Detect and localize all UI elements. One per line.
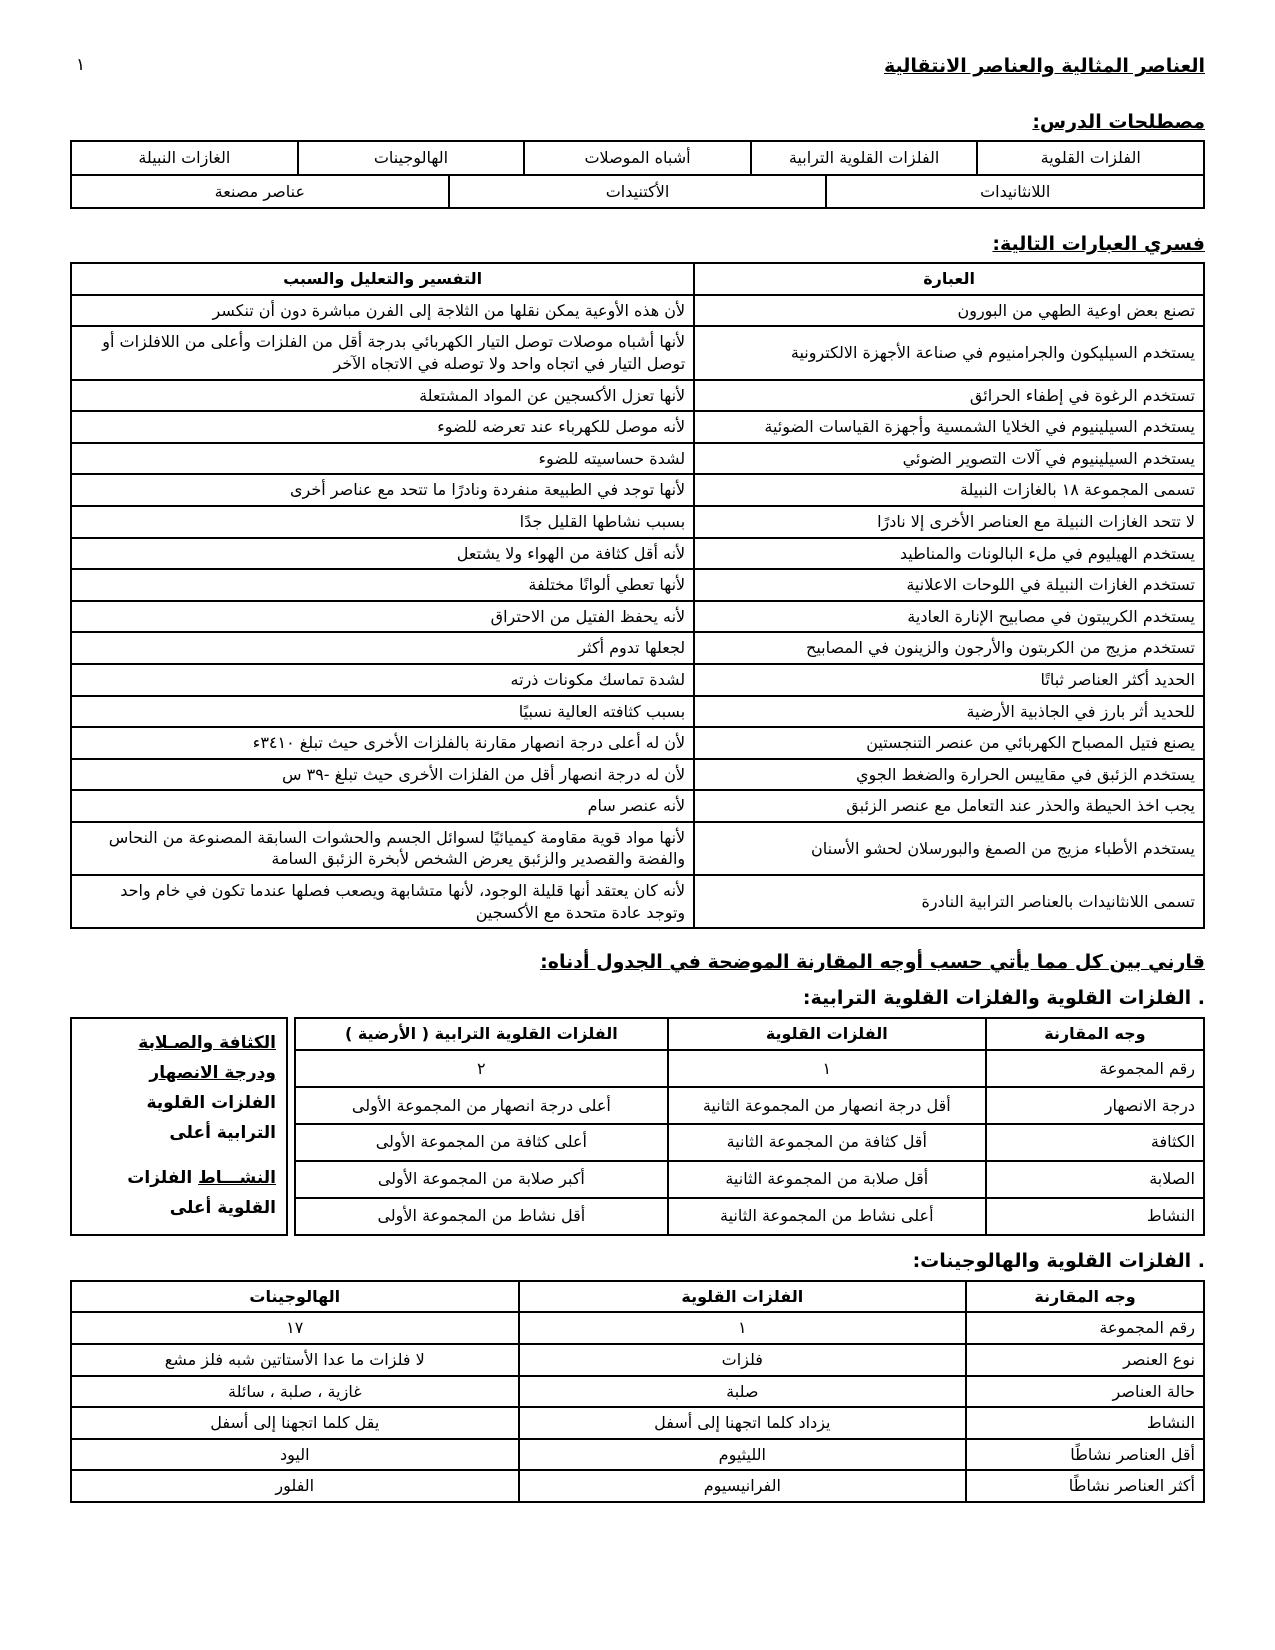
compare2-row xyxy=(71,1344,1204,1376)
compare1-layout xyxy=(70,1017,1205,1236)
reason-cell: لأنه يحفظ الفتيل من الاحتراق xyxy=(71,601,694,633)
aspect-cell: النشاط xyxy=(986,1198,1204,1235)
note-text-2: الفلزات القلوية أعلى xyxy=(127,1168,276,1218)
reason-cell: لأنها تعزل الأكسجين عن المواد المشتعلة xyxy=(71,380,694,412)
aspect-column-header: وجه المقارنة xyxy=(966,1281,1204,1313)
compare1-row xyxy=(295,1161,1204,1198)
alkaline-earth-cell: أكبر صلابة من المجموعة الأولى xyxy=(295,1161,668,1198)
aspect-cell: حالة العناصر xyxy=(966,1376,1204,1408)
reason-cell: لشدة تماسك مكونات ذرته xyxy=(71,664,694,696)
alkali-cell: ١ xyxy=(668,1050,986,1087)
halogens-cell: يقل كلما اتجهنا إلى أسفل xyxy=(71,1407,519,1439)
compare1-table-body xyxy=(295,1050,1204,1235)
alkali-cell: أقل كثافة من المجموعة الثانية xyxy=(668,1124,986,1161)
statement-cell: تستخدم مزيج من الكربتون والأرجون والزينون في المصابيح xyxy=(694,632,1204,664)
terms-row-2 xyxy=(71,175,1204,209)
explain-table xyxy=(70,262,1205,929)
explain-row xyxy=(71,411,1204,443)
explain-row xyxy=(71,664,1204,696)
explain-row xyxy=(71,696,1204,728)
compare1-row xyxy=(295,1087,1204,1124)
terms-table xyxy=(70,140,1205,209)
aspect-cell: أكثر العناصر نشاطًا xyxy=(966,1470,1204,1502)
alkaline-earth-cell: ٢ xyxy=(295,1050,668,1087)
compare1-row xyxy=(295,1198,1204,1235)
explain-row xyxy=(71,790,1204,822)
statement-cell: تسمى المجموعة ١٨ بالغازات النبيلة xyxy=(694,474,1204,506)
reason-cell: لأن له أعلى درجة انصهار مقارنة بالفلزات الأخرى حيث تبلغ ٣٤١٠ء xyxy=(71,727,694,759)
explain-row xyxy=(71,295,1204,327)
explain-heading: فسري العبارات التالية: xyxy=(992,233,1205,256)
alkali-cell: أقل درجة انصهار من المجموعة الثانية xyxy=(668,1087,986,1124)
statement-cell: الحديد أكثر العناصر ثباتًا xyxy=(694,664,1204,696)
reason-cell: لأنه عنصر سام xyxy=(71,790,694,822)
statement-cell: تستخدم الغازات النبيلة في اللوحات الاعلانية xyxy=(694,569,1204,601)
aspect-cell: رقم المجموعة xyxy=(966,1312,1204,1344)
alkali-cell: يزداد كلما اتجهنا إلى أسفل xyxy=(519,1407,967,1439)
compare2-header-row xyxy=(71,1281,1204,1313)
explain-row xyxy=(71,474,1204,506)
explain-row xyxy=(71,380,1204,412)
explain-row xyxy=(71,759,1204,791)
aspect-cell: الكثافة xyxy=(986,1124,1204,1161)
statement-cell: تصنع بعض اوعية الطهي من البورون xyxy=(694,295,1204,327)
alkali-cell: أعلى نشاط من المجموعة الثانية xyxy=(668,1198,986,1235)
explain-header-row xyxy=(71,263,1204,295)
reason-cell: لأنه موصل للكهرباء عند تعرضه للضوء xyxy=(71,411,694,443)
reason-cell: لشدة حساسيته للضوء xyxy=(71,443,694,475)
aspect-cell: أقل العناصر نشاطًا xyxy=(966,1439,1204,1471)
compare2-row xyxy=(71,1407,1204,1439)
term-cell: اللانثانيدات xyxy=(826,175,1204,209)
statement-cell: يجب اخذ الحيطة والحذر عند التعامل مع عنصر الزئبق xyxy=(694,790,1204,822)
term-cell: الفلزات القلوية الترابية xyxy=(751,141,978,175)
compare2-table-body xyxy=(71,1312,1204,1502)
reason-cell: لأنه أقل كثافة من الهواء ولا يشتعل xyxy=(71,538,694,570)
statement-cell: يستخدم السيليكون والجرامنيوم في صناعة الأجهزة الالكترونية xyxy=(694,326,1204,379)
statement-column-header: العبارة xyxy=(694,263,1204,295)
halogens-cell: اليود xyxy=(71,1439,519,1471)
reason-cell: لجعلها تدوم أكثر xyxy=(71,632,694,664)
aspect-cell: الصلابة xyxy=(986,1161,1204,1198)
aspect-cell: نوع العنصر xyxy=(966,1344,1204,1376)
terms-row-1 xyxy=(71,141,1204,175)
explain-row xyxy=(71,822,1204,875)
reason-cell: لأنها توجد في الطبيعة منفردة ونادرًا ما تتحد مع عناصر أخرى xyxy=(71,474,694,506)
halogens-cell: لا فلزات ما عدا الأستاتين شبه فلز مشع xyxy=(71,1344,519,1376)
halogens-column-header: الهالوجينات xyxy=(71,1281,519,1313)
alkali-cell: ١ xyxy=(519,1312,967,1344)
reason-cell: لأن له درجة انصهار أقل من الفلزات الأخرى حيث تبلغ -٣٩ س xyxy=(71,759,694,791)
explain-table-body xyxy=(71,295,1204,928)
alkali-column-header: الفلزات القلوية xyxy=(668,1018,986,1050)
alkaline-earth-cell: أعلى كثافة من المجموعة الأولى xyxy=(295,1124,668,1161)
statement-cell: يستخدم السيلينيوم في الخلايا الشمسية وأجهزة القياسات الضوئية xyxy=(694,411,1204,443)
page-number: ١ xyxy=(76,55,86,75)
reason-cell: لأنها أشباه موصلات توصل التيار الكهربائي بدرجة أقل من الفلزات وأعلى من اللافلزات أو توصل التيار في اتجاه واحد ولا توصله في الاتجاه الآخر xyxy=(71,326,694,379)
statement-cell: تستخدم الرغوة في إطفاء الحرائق xyxy=(694,380,1204,412)
reason-cell: لأنه كان يعتقد أنها قليلة الوجود، لأنها متشابهة ويصعب فصلها عندما تكون في خام واحد وتوجد عادة متحدة مع الأكسجين xyxy=(71,875,694,928)
aspect-cell: النشاط xyxy=(966,1407,1204,1439)
reason-cell: بسبب نشاطها القليل جدًا xyxy=(71,506,694,538)
compare2-row xyxy=(71,1312,1204,1344)
explain-row xyxy=(71,727,1204,759)
term-cell: عناصر مصنعة xyxy=(71,175,449,209)
term-cell: الغازات النبيلة xyxy=(71,141,298,175)
halogens-cell: الفلور xyxy=(71,1470,519,1502)
compare2-row xyxy=(71,1470,1204,1502)
explain-row xyxy=(71,601,1204,633)
reason-cell: لأنها مواد قوية مقاومة كيميائيًا لسوائل الجسم والحشوات السابقة المصنوعة من النحاس والفضة والقصدير والزئبق يعرض الشخص لأبخرة الزئبق السامة xyxy=(71,822,694,875)
term-cell: أشباه الموصلات xyxy=(524,141,751,175)
alkaline-earth-cell: أعلى درجة انصهار من المجموعة الأولى xyxy=(295,1087,668,1124)
note-paragraph-2 xyxy=(82,1164,276,1224)
reason-cell: لأن هذه الأوعية يمكن نقلها من الثلاجة إلى الفرن مباشرة دون أن تنكسر xyxy=(71,295,694,327)
statement-cell: يستخدم الهيليوم في ملء البالونات والمناطيد xyxy=(694,538,1204,570)
reason-cell: لأنها تعطي ألوانًا مختلفة xyxy=(71,569,694,601)
compare2-title: . الفلزات القلوية والهالوجينات: xyxy=(912,1249,1205,1272)
explain-row xyxy=(71,538,1204,570)
statement-cell: يستخدم الأطباء مزيج من الصمغ والبورسلان لحشو الأسنان xyxy=(694,822,1204,875)
halogens-cell: غازية ، صلبة ، سائلة xyxy=(71,1376,519,1408)
explain-row xyxy=(71,326,1204,379)
explain-row xyxy=(71,443,1204,475)
statement-cell: لا تتحد الغازات النبيلة مع العناصر الأخرى إلا نادرًا xyxy=(694,506,1204,538)
note-underlined-text-2: النشـــاط xyxy=(198,1168,276,1189)
alkaline-earth-column-header: الفلزات القلوية الترابية ( الأرضية ) xyxy=(295,1018,668,1050)
statement-cell: للحديد أثر بارز في الجاذبية الأرضية xyxy=(694,696,1204,728)
note-text-1: الفلزات القلوية الترابية أعلى xyxy=(146,1092,276,1143)
compare-heading: قارني بين كل مما يأتي حسب أوجه المقارنة الموضحة في الجدول أدناه: xyxy=(540,951,1205,974)
aspect-column-header: وجه المقارنة xyxy=(986,1018,1204,1050)
compare1-row xyxy=(295,1050,1204,1087)
note-paragraph-1 xyxy=(82,1029,276,1148)
halogens-cell: ١٧ xyxy=(71,1312,519,1344)
statement-cell: تسمى اللانثانيدات بالعناصر الترابية النادرة xyxy=(694,875,1204,928)
explain-row xyxy=(71,569,1204,601)
statement-cell: يصنع فتيل المصباح الكهربائي من عنصر التنجستين xyxy=(694,727,1204,759)
compare1-header-row xyxy=(295,1018,1204,1050)
alkali-vs-halogens-table xyxy=(70,1280,1205,1503)
compare2-row xyxy=(71,1376,1204,1408)
alkali-cell: صلبة xyxy=(519,1376,967,1408)
statement-cell: يستخدم الكريبتون في مصابيح الإنارة العادية xyxy=(694,601,1204,633)
term-cell: الفلزات القلوية xyxy=(977,141,1204,175)
alkali-cell: الليثيوم xyxy=(519,1439,967,1471)
compare1-row xyxy=(295,1124,1204,1161)
statement-cell: يستخدم السيلينيوم في آلات التصوير الضوئي xyxy=(694,443,1204,475)
compare2-row xyxy=(71,1439,1204,1471)
alkali-column-header: الفلزات القلوية xyxy=(519,1281,967,1313)
alkali-cell: الفرانيسيوم xyxy=(519,1470,967,1502)
reason-column-header: التفسير والتعليل والسبب xyxy=(71,263,694,295)
alkali-vs-alkaline-table xyxy=(294,1017,1205,1236)
summary-note-box xyxy=(70,1017,288,1236)
compare1-title: . الفلزات القلوية والفلزات القلوية الترابية: xyxy=(802,987,1205,1010)
term-cell: الهالوجينات xyxy=(298,141,525,175)
aspect-cell: رقم المجموعة xyxy=(986,1050,1204,1087)
explain-row xyxy=(71,875,1204,928)
alkali-cell: فلزات xyxy=(519,1344,967,1376)
page-title: العناصر المثالية والعناصر الانتقالية xyxy=(884,55,1205,77)
explain-row xyxy=(71,632,1204,664)
aspect-cell: درجة الانصهار xyxy=(986,1087,1204,1124)
terms-heading: مصطلحات الدرس: xyxy=(1032,111,1205,133)
statement-cell: يستخدم الزئبق في مقاييس الحرارة والضغط الجوي xyxy=(694,759,1204,791)
alkaline-earth-cell: أقل نشاط من المجموعة الأولى xyxy=(295,1198,668,1235)
term-cell: الأكتنيدات xyxy=(449,175,827,209)
page-header xyxy=(70,55,1205,77)
note-underlined-text-1: الكثافة والصـلابة ودرجة الانصهار xyxy=(138,1033,276,1083)
alkali-cell: أقل صلابة من المجموعة الثانية xyxy=(668,1161,986,1198)
reason-cell: بسبب كثافته العالية نسبيًا xyxy=(71,696,694,728)
explain-row xyxy=(71,506,1204,538)
